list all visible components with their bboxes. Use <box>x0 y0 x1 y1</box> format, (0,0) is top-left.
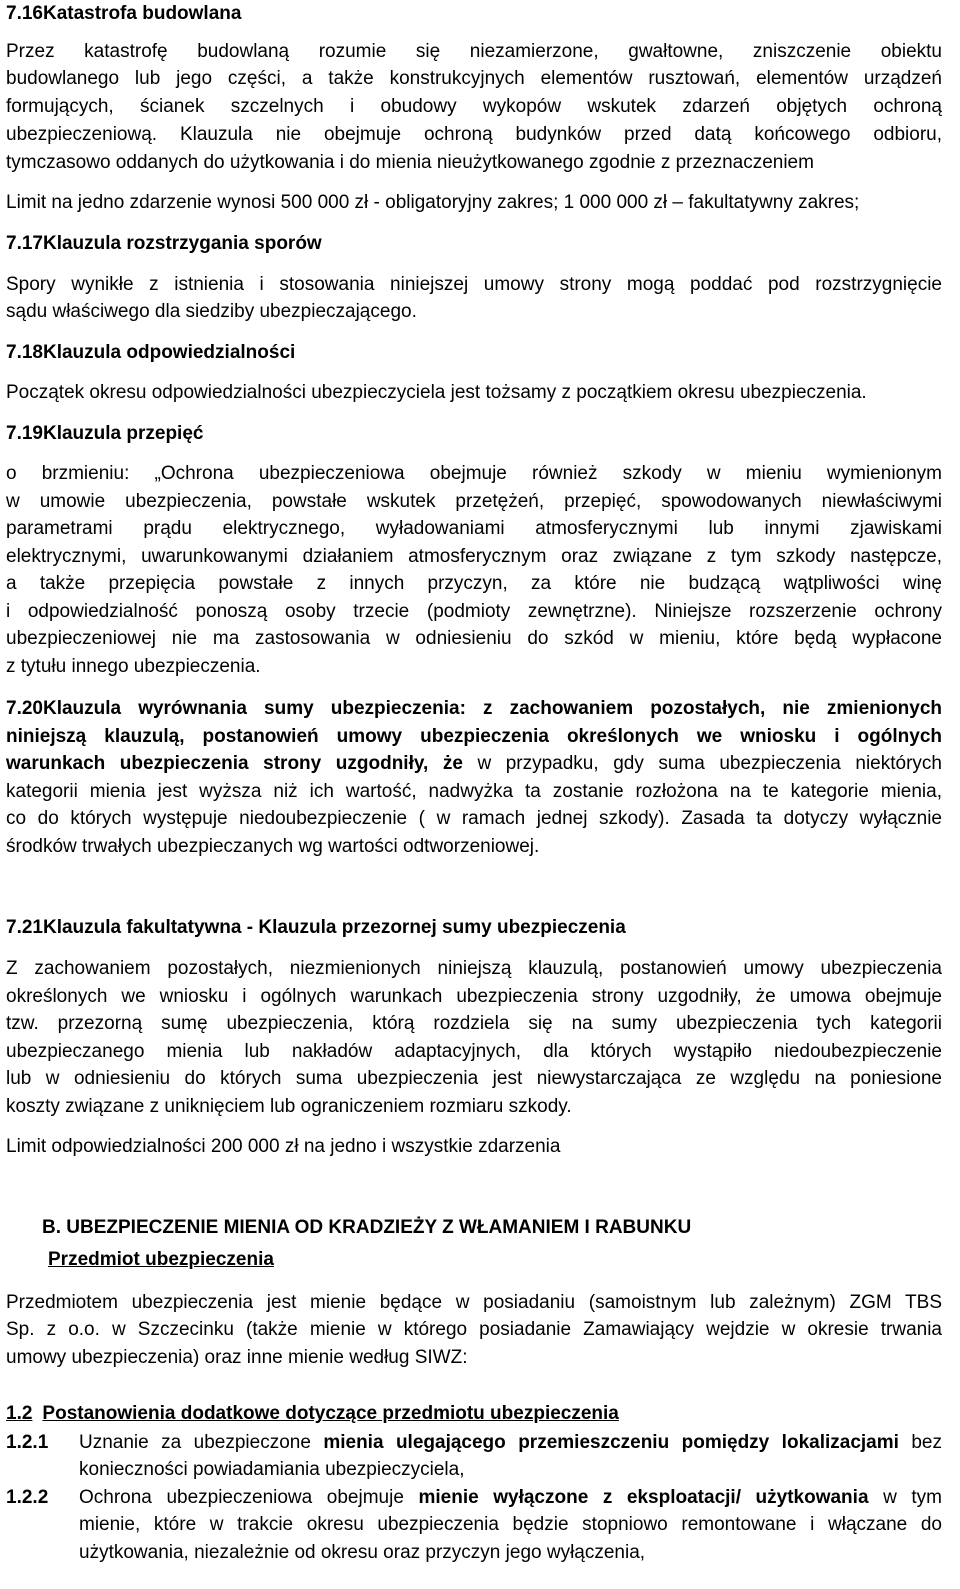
regular-run: bez <box>898 1432 942 1453</box>
section-title: Postanowienia dodatkowe dotyczące przedmiotu ubezpieczenia <box>42 1403 619 1424</box>
paragraph-line: tzw. przezorną sumę ubezpieczenia, którą rozdziela się na sumy ubezpieczenia tych kategorii <box>6 1013 942 1034</box>
limit-text: Limit odpowiedzialności 200 000 zł na jedno i wszystkie zdarzenia <box>6 1136 561 1157</box>
section-number: 1.2 <box>6 1403 33 1424</box>
paragraph-line-mixed <box>6 752 942 776</box>
paragraph-line: a także przepięcia powstałe z innych przyczyn, za które nie budzącą wątpliwości winę <box>6 573 942 594</box>
paragraph-line: Przez katastrofę budowlaną rozumie się niezamierzone, gwałtowne, zniszczenie obiektu <box>6 41 942 62</box>
paragraph-line: w umowie ubezpieczenia, powstałe wskutek przetężeń, przepięć, spowodowanych niewłaściwymi <box>6 491 942 512</box>
list-item-line: konieczności powiadamiania ubezpieczyciela, <box>79 1459 465 1480</box>
paragraph-line: Sp. z o.o. w Szczecinku (także mienie w którego posiadanie Zamawiający wejdzie w okresie trwania <box>6 1319 942 1340</box>
list-item-line: użytkowania, niezależnie od okresu oraz przyczyn jego wyłączenia, <box>79 1542 646 1563</box>
bold-run: warunkach ubezpieczenia strony uzgodniły, że <box>6 753 463 774</box>
paragraph-line: sądu właściwego dla siedziby ubezpieczającego. <box>6 301 417 322</box>
section-b-heading: B. UBEZPIECZENIE MIENIA OD KRADZIEŻY Z WŁAMANIEM I RABUNKU <box>42 1217 692 1238</box>
paragraph-line: o brzmieniu: „Ochrona ubezpieczeniowa obejmuje również szkody w mieniu wymienionym <box>6 463 942 484</box>
paragraph-line: parametrami prądu elektrycznego, wyładowaniami atmosferycznymi lub innymi zjawiskami <box>6 518 942 539</box>
regular-run: w tym <box>868 1487 942 1508</box>
paragraph-line: Z zachowaniem pozostałych, niezmienionych niniejszą klauzulą, postanowień umowy ubezpieczenia <box>6 958 942 979</box>
paragraph-line: lub w odniesieniu do których suma ubezpieczenia jest niewystarczająca ze względu na poniesione <box>6 1068 942 1089</box>
regular-run: w przypadku, gdy suma ubezpieczenia niektórych <box>462 753 942 774</box>
paragraph-line: tymczasowo oddanych do użytkowania i do mienia nieużytkowanego zgodnie z przeznaczeniem <box>6 152 814 173</box>
section-1-2-heading <box>6 1402 619 1426</box>
section-b-subheading: Przedmiot ubezpieczenia <box>48 1249 274 1270</box>
paragraph-line: z tytułu innego ubezpieczenia. <box>6 656 261 677</box>
paragraph-line: Przedmiotem ubezpieczenia jest mienie będące w posiadaniu (samoistnym lub zależnym) ZGM TBS <box>6 1292 942 1313</box>
paragraph-line: co do których występuje niedoubezpieczenie ( w ramach jednej szkody). Zasada ta dotyczy wyłącznie <box>6 808 942 829</box>
paragraph-line: umowy ubezpieczenia) oraz inne mienie według SIWZ: <box>6 1347 468 1368</box>
heading-7-18: 7.18Klauzula odpowiedzialności <box>6 342 296 363</box>
bold-run: mienie wyłączone z eksploatacji/ użytkowania <box>418 1487 869 1508</box>
paragraph-line: elektrycznymi, uwarunkowanymi działaniem atmosferycznym oraz związane z tym szkody następcze, <box>6 546 942 567</box>
regular-run: Uznanie za ubezpieczone <box>79 1432 324 1453</box>
paragraph-line: Spory wynikłe z istnienia i stosowania niniejszej umowy strony mogą poddać pod rozstrzygnięcie <box>6 274 942 295</box>
item-number: 1.2.2 <box>6 1487 49 1508</box>
heading-7-16: 7.16Katastrofa budowlana <box>6 3 242 24</box>
list-item-line: mienie, które w trakcie okresu ubezpieczenia będzie stopniowo remontowane i włączane do <box>79 1514 942 1535</box>
item-number: 1.2.1 <box>6 1432 49 1453</box>
paragraph-line: kategorii mienia jest wyższa niż ich wartość, nadwyżka ta zostanie rozłożona na te kategorie mienia, <box>6 781 942 802</box>
paragraph-line: Początek okresu odpowiedzialności ubezpieczyciela jest tożsamy z początkiem okresu ubezpieczenia. <box>6 382 867 403</box>
paragraph-line: ubezpieczeniowej nie ma zastosowania w odniesieniu do szkód w mieniu, które będą wypłacone <box>6 628 942 649</box>
paragraph-line: budowlanego lub jego części, a także konstrukcyjnych elementów rusztowań, elementów urządzeń <box>6 68 942 89</box>
paragraph-line: środków trwałych ubezpieczanych wg wartości odtworzeniowej. <box>6 836 540 857</box>
paragraph-line: ubezpieczanego mienia lub nakładów adaptacyjnych, dla których wystąpiło niedoubezpieczenie <box>6 1041 942 1062</box>
heading-7-17: 7.17Klauzula rozstrzygania sporów <box>6 233 322 254</box>
paragraph-line: formujących, ścianek szczelnych i obudowy wykopów wskutek zdarzeń objętych ochroną <box>6 96 942 117</box>
bold-run: mienia ulegającego przemieszczeniu pomiędzy lokalizacjami <box>323 1432 899 1453</box>
heading-7-20: 7.20Klauzula wyrównania sumy ubezpieczenia: z zachowaniem pozostałych, nie zmienionych <box>6 698 942 719</box>
paragraph-line-bold: niniejszą klauzulą, postanowień umowy ubezpieczenia określonych we wniosku i ogólnych <box>6 726 942 747</box>
paragraph-line: koszty związane z uniknięciem lub ograniczeniem rozmiaru szkody. <box>6 1096 572 1117</box>
limit-text: Limit na jedno zdarzenie wynosi 500 000 zł - obligatoryjny zakres; 1 000 000 zł – fakultatywny zakres; <box>6 192 860 213</box>
list-item-line <box>79 1486 942 1510</box>
heading-7-21: 7.21Klauzula fakultatywna - Klauzula przezornej sumy ubezpieczenia <box>6 917 626 938</box>
paragraph-line: określonych we wniosku i ogólnych warunkach ubezpieczenia strony uzgodniły, że umowa obejmuje <box>6 986 942 1007</box>
paragraph-line: i odpowiedzialność ponoszą osoby trzecie (podmioty zewnętrzne). Niniejsze rozszerzenie ochrony <box>6 601 942 622</box>
list-item-line <box>79 1431 942 1455</box>
paragraph-line: ubezpieczeniową. Klauzula nie obejmuje ochroną budynków przed datą końcowego odbioru, <box>6 124 942 145</box>
regular-run: Ochrona ubezpieczeniowa obejmuje <box>79 1487 419 1508</box>
heading-7-19: 7.19Klauzula przepięć <box>6 423 204 444</box>
